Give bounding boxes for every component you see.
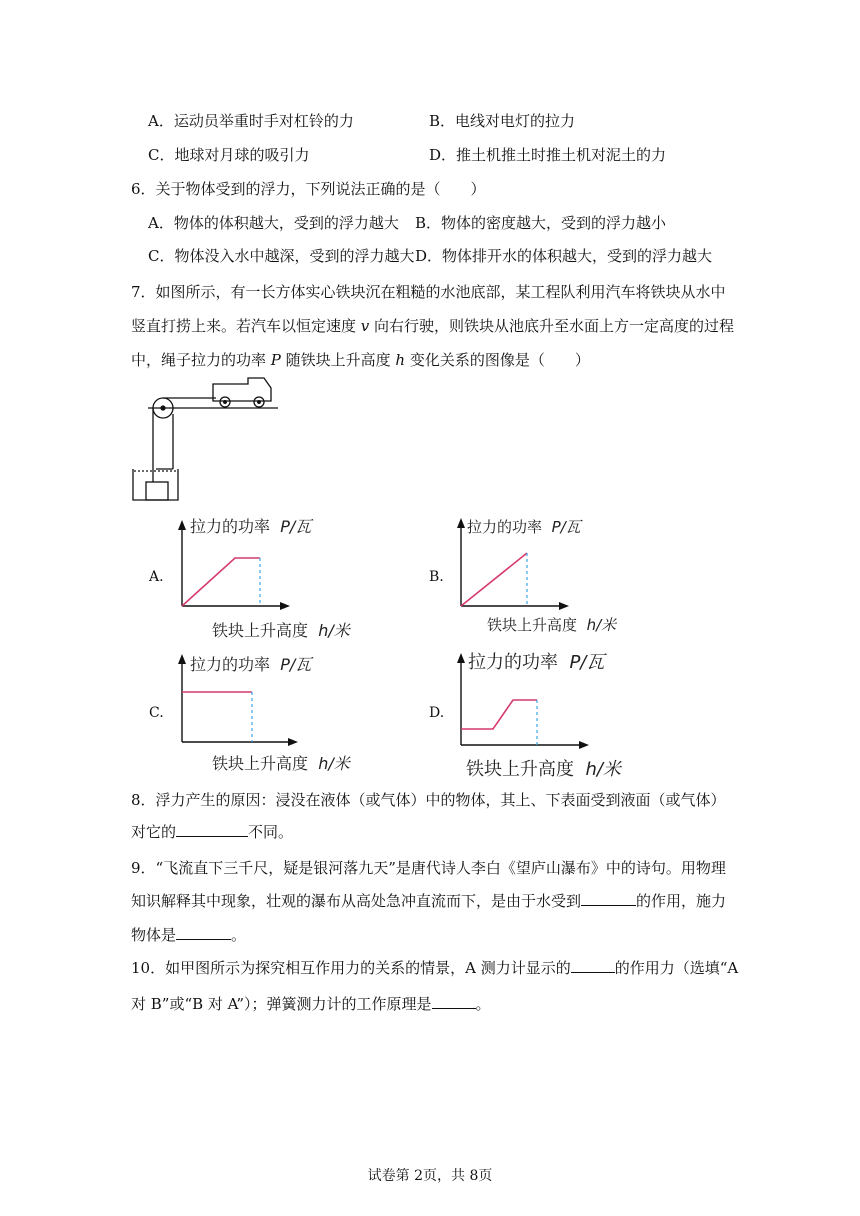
q5-option-c: C．地球对月球的吸引力: [148, 146, 310, 164]
y-label: 拉力的功率: [467, 518, 543, 536]
q7-line-1: 7．如图所示，有一长方体实心铁块沉在粗糙的水池底部，某工程队利用汽车将铁块从水中: [131, 283, 726, 301]
truck-pool-diagram: [128, 374, 288, 504]
x-unit: h/米: [318, 754, 350, 773]
q8-answer-blank[interactable]: [176, 822, 248, 837]
q10-line-1: [131, 958, 738, 978]
x-unit: h/米: [585, 759, 621, 780]
q7-text: 向右行驶，则铁块从池底升至水面上方一定高度的过程: [369, 317, 735, 335]
graph-d-label: D.: [429, 705, 445, 721]
q7-line-2: [131, 316, 734, 336]
graph-d-y-axis-label: [468, 648, 604, 674]
graph-a-x-axis-label: [212, 618, 350, 641]
q8-text: 不同。: [248, 823, 294, 841]
q7-var-p: P: [270, 351, 281, 369]
q5-option-a: A．运动员举重时手对杠铃的力: [148, 112, 354, 130]
q5-option-b: B．电线对电灯的拉力: [429, 112, 576, 130]
x-label: 铁块上升高度: [466, 759, 574, 780]
q6-option-b: B．物体的密度越大，受到的浮力越小: [415, 214, 667, 232]
q7-text: 变化关系的图像是（ ）: [405, 351, 590, 369]
q9-answer-blank-1[interactable]: [581, 891, 636, 906]
graph-a-y-axis-label: [190, 514, 311, 537]
x-label: 铁块上升高度: [212, 754, 309, 773]
q10-answer-blank-2[interactable]: [432, 994, 476, 1009]
graph-b-curve: [461, 553, 527, 606]
q9-line-2: [131, 891, 726, 911]
q6-stem: 6．关于物体受到的浮力，下列说法正确的是（ ）: [131, 180, 486, 198]
q9-text: 的作用，施力: [636, 892, 727, 910]
q5-option-d: D．推土机推土时推土机对泥土的力: [429, 146, 667, 164]
x-unit: h/米: [318, 621, 350, 640]
q9-line-1: 9．“飞流直下三千尺，疑是银河落九天”是唐代诗人李白《望庐山瀑布》中的诗句。用物理: [131, 859, 726, 877]
q7-text: 竖直打捞上来。若汽车以恒定速度: [131, 317, 361, 335]
graph-d-x-axis-label: [466, 755, 621, 781]
y-label: 拉力的功率: [190, 655, 271, 674]
y-unit: P/瓦: [280, 655, 312, 674]
q7-var-h: h: [395, 351, 406, 369]
q6-option-c: C．物体没入水中越深，受到的浮力越大: [148, 247, 415, 265]
graph-d-curve: [461, 700, 537, 729]
graph-c-x-axis-label: [212, 751, 350, 774]
q7-text: 中，绳子拉力的功率: [131, 351, 271, 369]
q10-line-2: [131, 994, 491, 1014]
x-label: 铁块上升高度: [487, 616, 578, 634]
q8-line-2: [131, 822, 293, 842]
graph-a-label: A.: [149, 569, 164, 585]
x-unit: h/米: [586, 616, 617, 634]
q10-text: 。: [475, 995, 491, 1013]
q10-text: 对 B”或“B 对 A”）；弹簧测力计的工作原理是: [131, 995, 432, 1013]
graph-a-curve: [182, 558, 260, 606]
graph-b-y-axis-label: [467, 516, 581, 537]
q9-text: 知识解释其中现象，壮观的瀑布从高处急冲直流而下，是由于水受到: [131, 892, 582, 910]
q7-line-3: [131, 350, 590, 370]
y-unit: P/瓦: [280, 517, 312, 536]
q8-line-1: 8．浮力产生的原因：浸没在液体（或气体）中的物体，其上、下表面受到液面（或气体）: [131, 791, 726, 809]
y-label: 拉力的功率: [468, 652, 558, 673]
q9-answer-blank-2[interactable]: [176, 925, 231, 940]
graph-b-x-axis-label: [487, 614, 616, 635]
q8-text: 对它的: [131, 823, 177, 841]
graph-c-y-axis-label: [190, 652, 311, 675]
y-unit: P/瓦: [551, 518, 581, 536]
q10-answer-blank-1[interactable]: [571, 958, 615, 973]
q9-text: 。: [231, 926, 247, 944]
q6-option-d: D．物体排开水的体积越大，受到的浮力越大: [415, 247, 713, 265]
q9-text: 物体是: [131, 926, 177, 944]
q6-option-a: A．物体的体积越大，受到的浮力越大: [148, 214, 399, 232]
y-unit: P/瓦: [569, 652, 605, 673]
x-label: 铁块上升高度: [212, 621, 309, 640]
q7-var-v: v: [360, 317, 370, 335]
page-footer: 试卷第 2页，共 8页: [367, 1168, 493, 1184]
y-label: 拉力的功率: [190, 517, 271, 536]
q7-text: 随铁块上升高度: [280, 351, 396, 369]
q10-text: 10．如甲图所示为探究相互作用力的关系的情景，A 测力计显示的: [131, 959, 571, 977]
q9-line-3: [131, 925, 246, 945]
graph-c-label: C.: [149, 705, 164, 721]
graph-b-label: B.: [429, 569, 444, 585]
q10-text: 的作用力（选填“A: [614, 959, 739, 977]
